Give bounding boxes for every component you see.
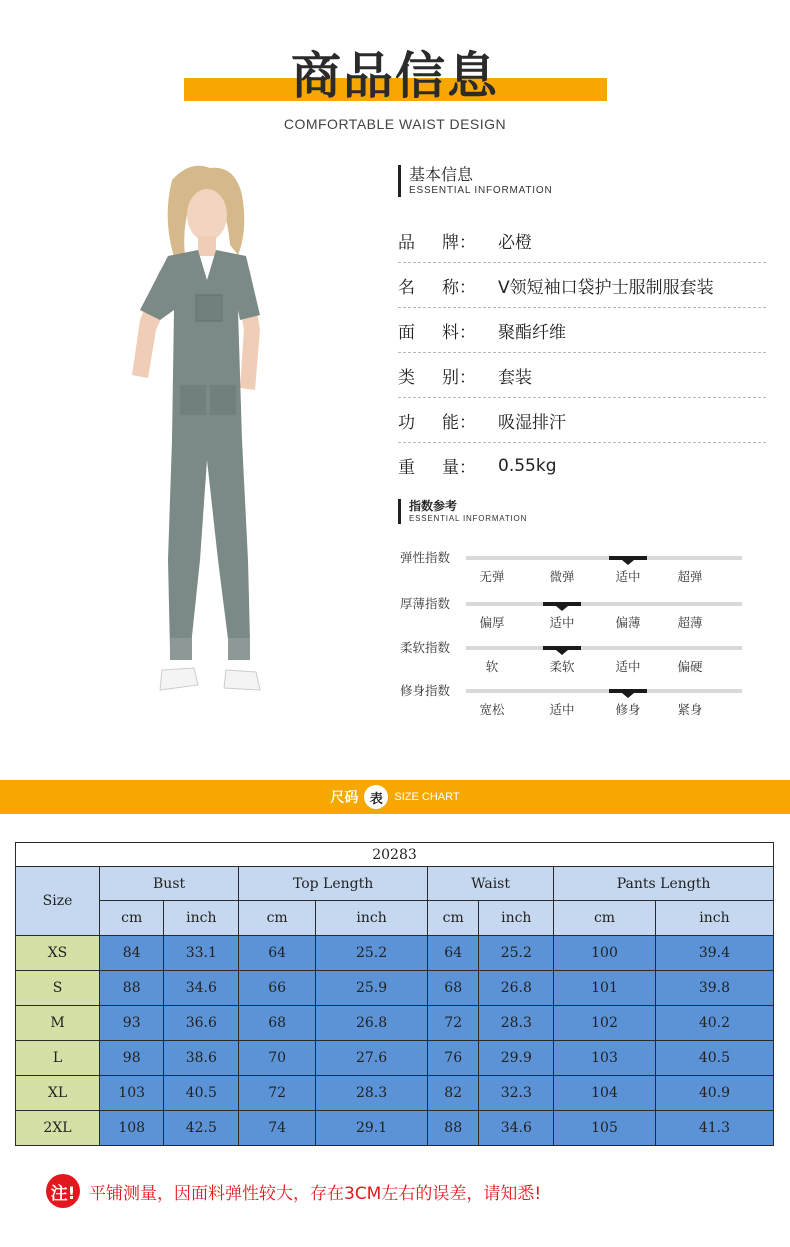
info-key: 重 [398,458,415,478]
basic-info-subtitle: ESSENTIAL INFORMATION [409,185,553,196]
value-cell: 36.6 [164,1006,239,1041]
index-option: 适中 [549,702,575,717]
basic-info-heading [398,165,552,197]
size-chart-en: SIZE CHART [394,791,460,803]
table-row [16,1006,774,1041]
unit-header: inch [316,901,428,936]
index-label: 弹性指数 [400,550,451,565]
value-cell: 28.3 [479,1006,554,1041]
index-track [466,689,742,693]
group-header: Waist [428,867,554,901]
value-cell: 72 [428,1006,479,1041]
info-key: 类 [398,367,415,388]
size-cell: M [16,1006,100,1041]
group-header: Top Length [239,867,428,901]
index-marker [543,646,581,650]
size-cell: L [16,1041,100,1076]
index-label: 修身指数 [400,683,451,698]
index-track [466,646,742,650]
value-cell: 88 [100,971,164,1006]
value-cell: 108 [100,1111,164,1146]
index-option: 偏厚 [479,615,505,630]
index-track [466,556,742,560]
value-cell: 25.2 [316,936,428,971]
index-option: 紧身 [677,702,703,717]
value-cell: 42.5 [164,1111,239,1146]
value-cell: 25.9 [316,971,428,1006]
index-option: 宽松 [479,702,505,717]
index-option: 适中 [615,569,641,584]
value-cell: 88 [428,1111,479,1146]
value-cell: 40.5 [655,1041,773,1076]
info-value: 聚酯纤维 [498,322,566,343]
info-row-fabric [398,308,766,353]
value-cell: 76 [428,1041,479,1076]
index-option: 修身 [615,702,641,717]
index-option: 偏硬 [677,659,703,674]
size-cell: XS [16,936,100,971]
index-option: 适中 [615,659,641,674]
info-key: 能： [442,412,476,433]
group-header: Bust [100,867,239,901]
index-ref-heading [398,499,527,524]
value-cell: 40.5 [164,1076,239,1111]
unit-header: cm [428,901,479,936]
info-key: 面 [398,322,415,343]
index-option: 超薄 [677,615,703,630]
value-cell: 40.9 [655,1076,773,1111]
info-key: 品 [398,232,415,253]
value-cell: 25.2 [479,936,554,971]
index-label: 柔软指数 [400,640,451,655]
index-marker [609,689,647,693]
value-cell: 84 [100,936,164,971]
index-label: 厚薄指数 [400,596,451,611]
info-key: 料： [442,322,476,343]
value-cell: 93 [100,1006,164,1041]
group-header: Pants Length [554,867,774,901]
value-cell: 98 [100,1041,164,1076]
info-key: 名 [398,277,415,298]
info-key: 量： [442,458,476,478]
index-option: 微弹 [549,569,575,584]
index-option: 柔软 [549,659,575,674]
value-cell: 34.6 [479,1111,554,1146]
value-cell: 64 [428,936,479,971]
size-chart-circle: 表 [364,785,388,809]
note-badge: 注! [46,1174,80,1208]
info-value: 吸湿排汗 [498,412,566,433]
size-table [15,842,774,1146]
value-cell: 66 [239,971,316,1006]
info-value: 必橙 [498,232,532,253]
value-cell: 68 [428,971,479,1006]
model-photo [110,160,320,730]
index-option: 软 [485,659,499,674]
size-cell: XL [16,1076,100,1111]
index-ref-subtitle: ESSENTIAL INFORMATION [409,514,528,523]
value-cell: 100 [554,936,656,971]
table-row [16,1041,774,1076]
info-row-function [398,398,766,443]
info-key: 功 [398,412,415,433]
value-cell: 33.1 [164,936,239,971]
info-row-category [398,353,766,398]
unit-header: cm [554,901,656,936]
table-row [16,936,774,971]
index-track [466,602,742,606]
value-cell: 72 [239,1076,316,1111]
value-cell: 74 [239,1111,316,1146]
size-cell: 2XL [16,1111,100,1146]
value-cell: 103 [100,1076,164,1111]
page-title: 商品信息 [291,47,499,105]
value-cell: 29.1 [316,1111,428,1146]
index-option: 偏薄 [615,615,641,630]
value-cell: 32.3 [479,1076,554,1111]
value-cell: 82 [428,1076,479,1111]
info-key: 称： [442,277,476,298]
value-cell: 105 [554,1111,656,1146]
unit-header: cm [100,901,164,936]
value-cell: 38.6 [164,1041,239,1076]
model-number: 20283 [16,843,774,867]
index-option: 超弹 [677,569,703,584]
info-value: V领短袖口袋护士服制服套装 [498,277,714,298]
note-text: 平铺测量，因面料弹性较大，存在3CM左右的误差，请知悉! [89,1183,542,1204]
info-row-weight [398,443,766,488]
size-chart-title: 尺码 [330,790,359,806]
index-option: 无弹 [479,569,505,584]
unit-header: inch [164,901,239,936]
value-cell: 26.8 [316,1006,428,1041]
info-row-name [398,263,766,308]
value-cell: 39.8 [655,971,773,1006]
table-row [16,971,774,1006]
info-value: 套装 [498,367,532,388]
unit-header: cm [239,901,316,936]
index-marker [609,556,647,560]
value-cell: 104 [554,1076,656,1111]
value-cell: 26.8 [479,971,554,1006]
unit-header: inch [655,901,773,936]
info-value: 0.55kg [498,455,557,476]
value-cell: 101 [554,971,656,1006]
index-option: 适中 [549,615,575,630]
size-header: Size [16,867,100,936]
info-key: 别： [442,367,476,388]
table-row [16,1076,774,1111]
size-cell: S [16,971,100,1006]
value-cell: 103 [554,1041,656,1076]
info-row-brand [398,218,766,263]
value-cell: 68 [239,1006,316,1041]
size-chart-banner [0,780,790,814]
table-row [16,1111,774,1146]
value-cell: 64 [239,936,316,971]
info-key: 牌： [442,232,476,253]
value-cell: 34.6 [164,971,239,1006]
measurement-note [46,1174,541,1208]
value-cell: 27.6 [316,1041,428,1076]
page-subtitle: COMFORTABLE WAIST DESIGN [283,116,507,132]
index-ref-title: 指数参考 [409,499,458,513]
value-cell: 102 [554,1006,656,1041]
index-marker [543,602,581,606]
value-cell: 40.2 [655,1006,773,1041]
value-cell: 28.3 [316,1076,428,1111]
value-cell: 29.9 [479,1041,554,1076]
value-cell: 39.4 [655,936,773,971]
value-cell: 41.3 [655,1111,773,1146]
unit-header: inch [479,901,554,936]
basic-info-title: 基本信息 [409,165,474,184]
value-cell: 70 [239,1041,316,1076]
